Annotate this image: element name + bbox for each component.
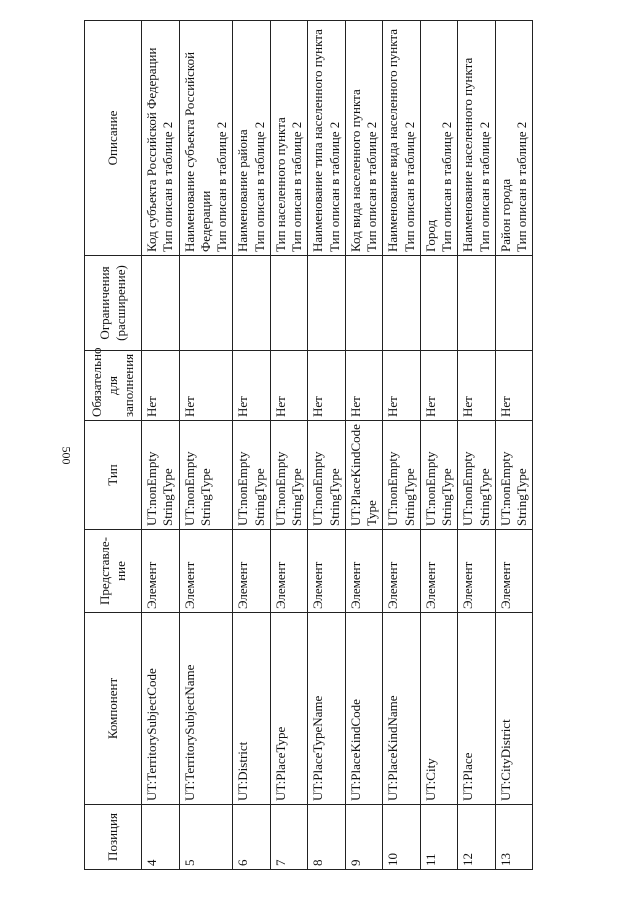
cell-required: Нет [345,351,383,421]
specification-table [84,20,533,870]
cell-description [383,21,421,256]
header-required: Обязательно для заполнения [85,351,142,421]
cell-position: 9 [345,805,383,870]
header-restrictions: Ограничения (расширение) [85,256,142,351]
header-component: Компонент [85,613,142,805]
cell-position: 6 [233,805,271,870]
table-row [179,21,233,870]
description-line: Тип описан в таблице 2 [514,121,529,252]
cell-component: UT:District [233,613,271,805]
rotated-table-frame [84,29,580,870]
page-number: 500 [59,446,74,465]
cell-required: Нет [420,351,458,421]
description-line: Тип описан в таблице 2 [160,121,176,252]
cell-representation: Элемент [458,530,496,613]
cell-required: Нет [233,351,271,421]
cell-restrictions [420,256,458,351]
cell-type: UT:nonEmpty StringType [270,421,308,530]
description-line: Район города [497,178,513,252]
cell-restrictions [308,256,346,351]
table-row [308,21,346,870]
table-container [84,29,580,870]
cell-type: UT:nonEmpty StringType [458,421,496,530]
cell-required: Нет [142,351,180,421]
description-line: Наименование вида населенного пункта [385,29,401,252]
cell-component: UT:TerritorySubjectCode [142,613,180,805]
cell-required: Нет [308,351,346,421]
cell-component: UT:CityDistrict [495,613,533,805]
description-line: Тип описан в таблице 2 [251,121,267,252]
cell-type: UT:nonEmpty StringType [308,421,346,530]
description-line: Наименование типа населенного пункта [310,29,326,252]
cell-position: 13 [495,805,533,870]
cell-description [420,21,458,256]
description-line: Тип описан в таблице 2 [289,121,304,252]
cell-position: 5 [179,805,233,870]
description-line: Наименование субъекта Российской Федерации [181,51,213,252]
table-header-row [85,21,142,870]
cell-type: UT:nonEmpty StringType [142,421,180,530]
cell-type: UT:nonEmpty StringType [420,421,458,530]
table-row [495,21,533,870]
cell-representation: Элемент [495,530,533,613]
cell-component: UT:City [420,613,458,805]
cell-description [179,21,233,256]
cell-type: UT:nonEmpty StringType [179,421,233,530]
table-row [420,21,458,870]
cell-description [233,21,271,256]
cell-component: UT:Place [458,613,496,805]
description-line: Тип описан в таблице 2 [401,121,417,252]
cell-required: Нет [495,351,533,421]
description-line: Тип описан в таблице 2 [476,121,492,252]
cell-position: 12 [458,805,496,870]
description-line: Код субъекта Российской Федерации [144,47,159,252]
description-line: Тип описан в таблице 2 [364,121,379,252]
description-line: Наименование населенного пункта [460,57,476,252]
cell-representation: Элемент [142,530,180,613]
cell-type: UT:PlaceKindCode Type [345,421,383,530]
cell-restrictions [458,256,496,351]
cell-description [345,21,383,256]
description-line: Тип описан в таблице 2 [326,121,342,252]
cell-description [458,21,496,256]
table-row [142,21,180,870]
cell-representation: Элемент [308,530,346,613]
header-position: Позиция [85,805,142,870]
cell-representation: Элемент [179,530,233,613]
cell-type: UT:nonEmpty StringType [383,421,421,530]
cell-required: Нет [270,351,308,421]
cell-component: UT:PlaceKindCode [345,613,383,805]
cell-restrictions [345,256,383,351]
table-row [233,21,271,870]
cell-component: UT:PlaceType [270,613,308,805]
table-row [458,21,496,870]
description-line: Код вида населенного пункта [347,89,363,252]
cell-restrictions [142,256,180,351]
cell-description [270,21,308,256]
cell-required: Нет [383,351,421,421]
table-row [270,21,308,870]
cell-position: 4 [142,805,180,870]
description-line: Город [422,219,438,252]
cell-representation: Элемент [233,530,271,613]
table-body [142,21,533,870]
header-representation: Представле-ние [85,530,142,613]
cell-restrictions [495,256,533,351]
cell-type: UT:nonEmpty StringType [233,421,271,530]
cell-restrictions [233,256,271,351]
cell-component: UT:TerritorySubjectName [179,613,233,805]
cell-restrictions [383,256,421,351]
cell-representation: Элемент [270,530,308,613]
description-line: Наименование района [235,129,251,252]
cell-position: 7 [270,805,308,870]
header-type: Тип [85,421,142,530]
cell-description [308,21,346,256]
cell-type: UT:nonEmpty StringType [495,421,533,530]
cell-representation: Элемент [420,530,458,613]
header-description: Описание [85,21,142,256]
cell-position: 11 [420,805,458,870]
cell-position: 10 [383,805,421,870]
cell-required: Нет [458,351,496,421]
table-row [383,21,421,870]
cell-description [142,21,180,256]
cell-position: 8 [308,805,346,870]
description-line: Тип описан в таблице 2 [439,121,454,252]
cell-component: UT:PlaceKindName [383,613,421,805]
description-line: Тип описан в таблице 2 [214,121,229,252]
cell-restrictions [179,256,233,351]
cell-restrictions [270,256,308,351]
cell-description [495,21,533,256]
cell-representation: Элемент [345,530,383,613]
cell-required: Нет [179,351,233,421]
cell-representation: Элемент [383,530,421,613]
table-row [345,21,383,870]
cell-component: UT:PlaceTypeName [308,613,346,805]
description-line: Тип населенного пункта [272,117,288,252]
